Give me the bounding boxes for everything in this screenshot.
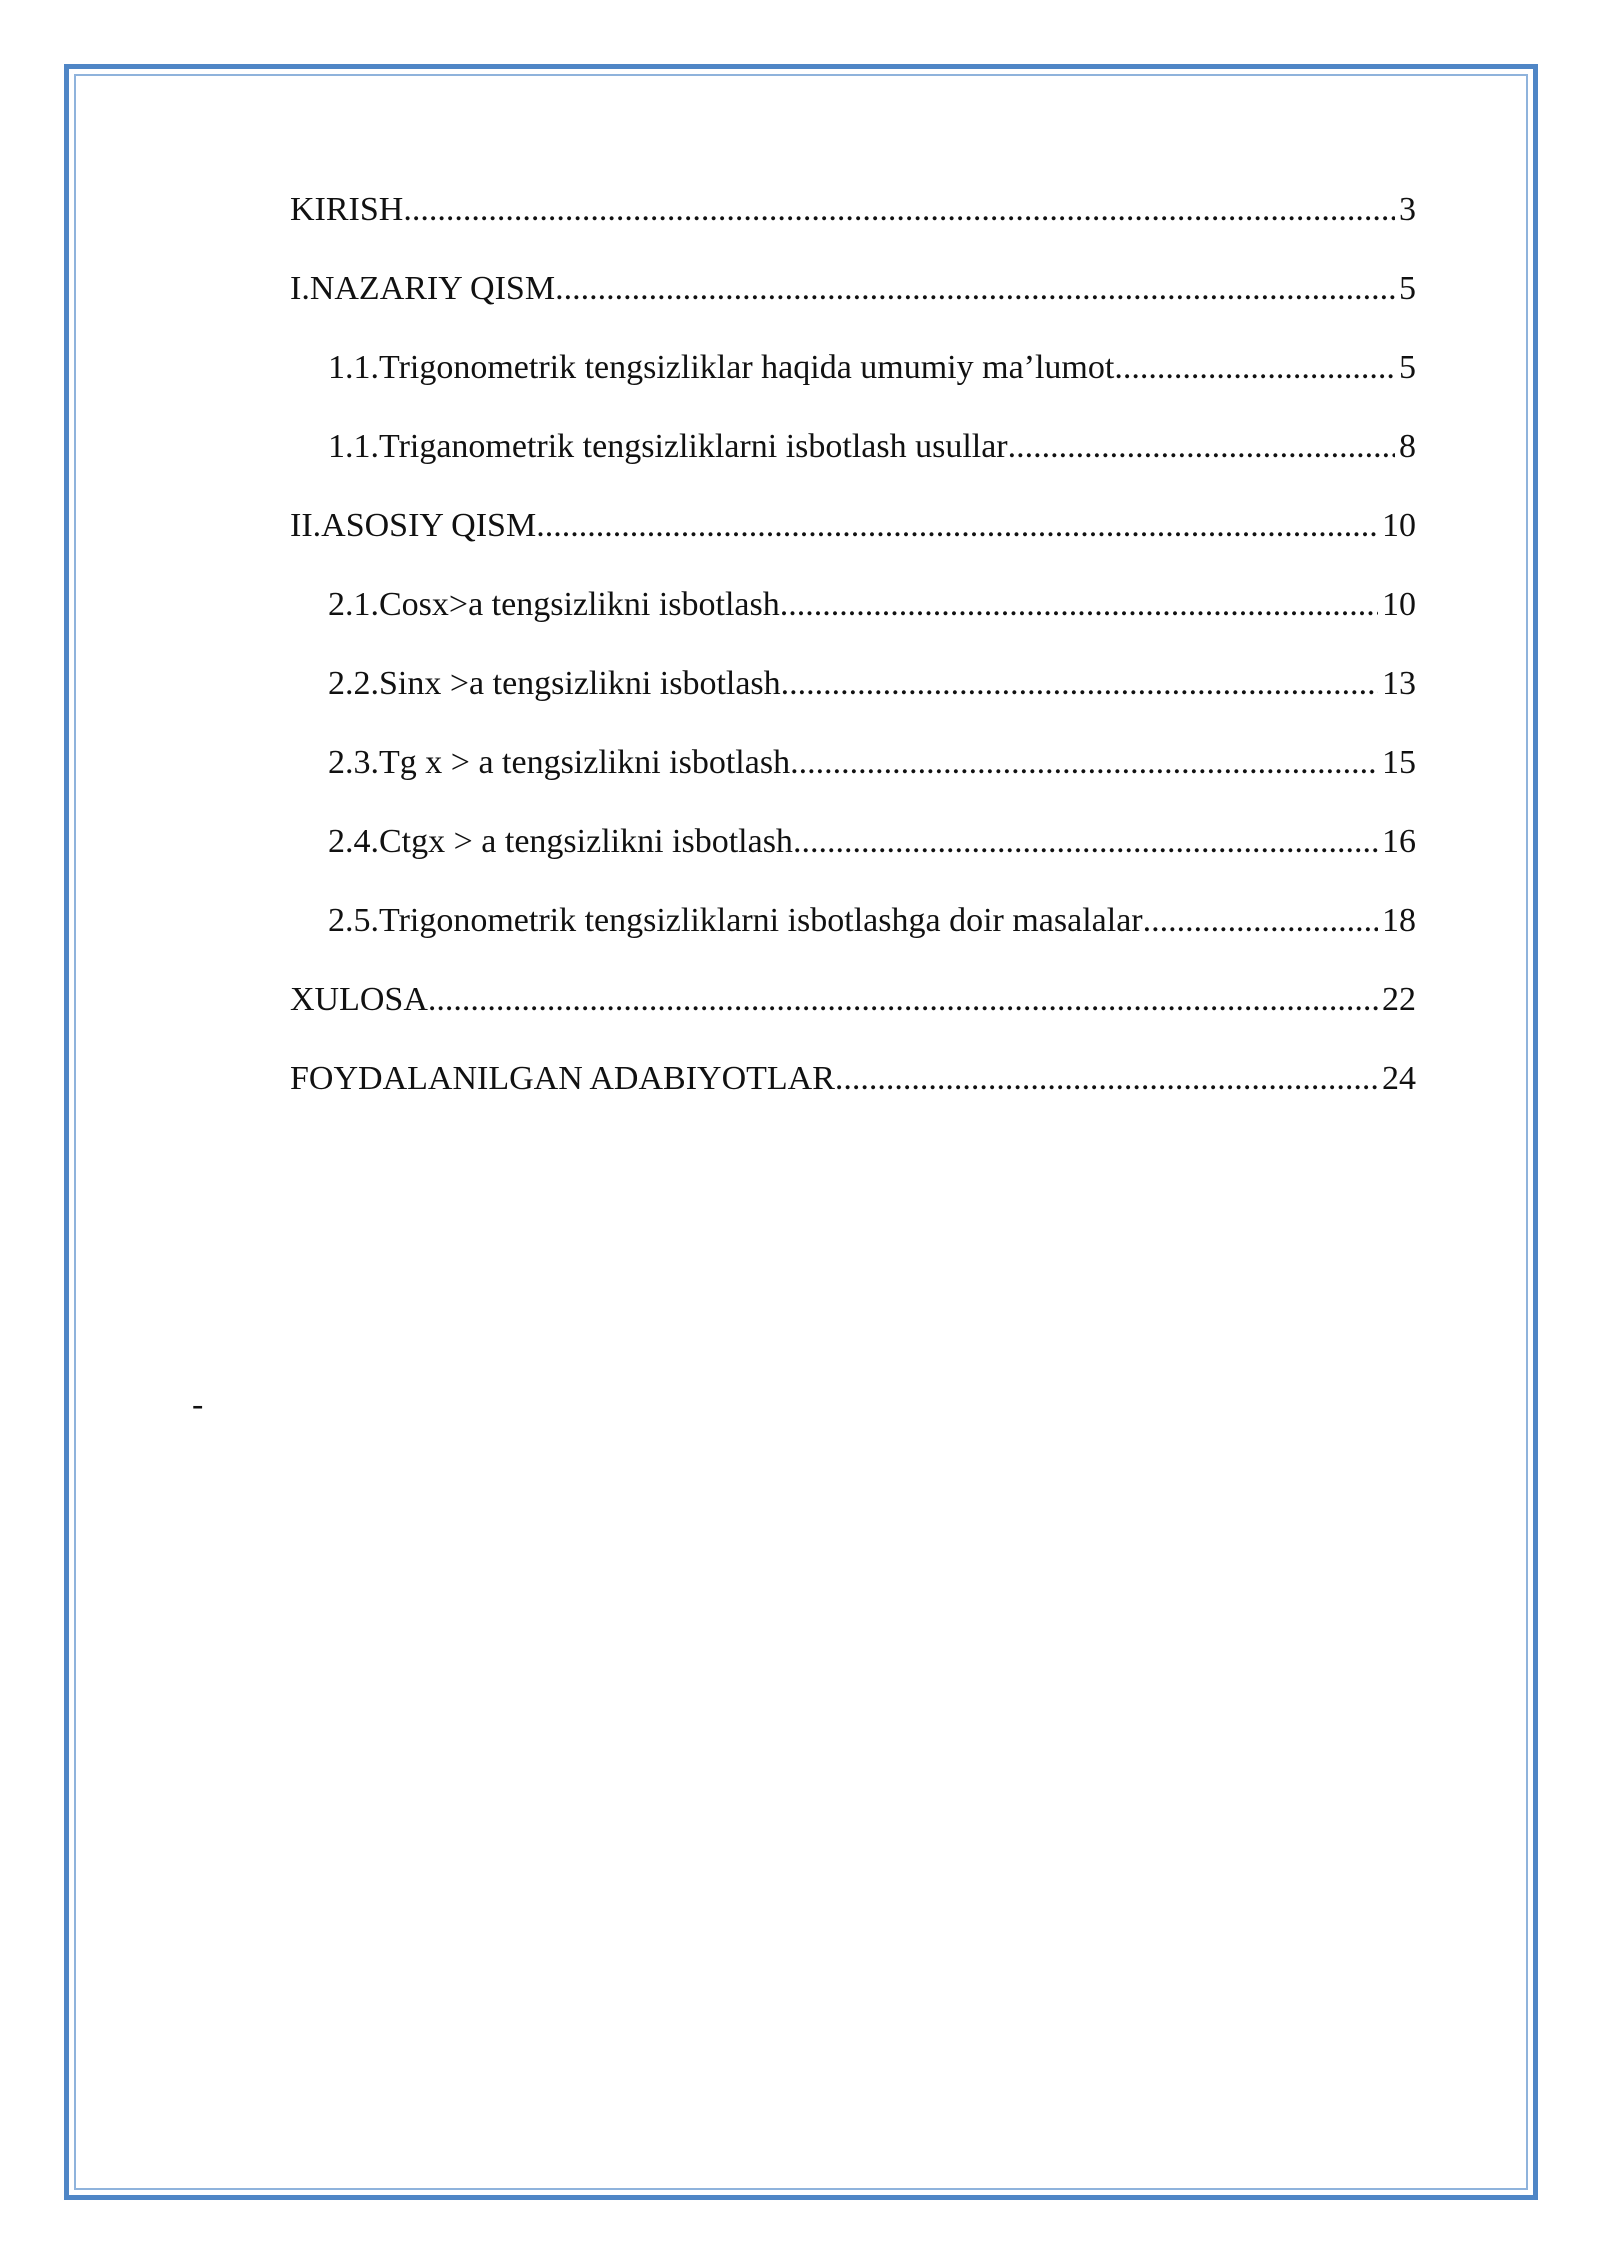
toc-entry-title: 2.2.Sinx >a tengsizlikni isbotlash <box>328 665 781 702</box>
toc-entry-title: II.ASOSIY QISM <box>290 507 537 544</box>
toc-page-number: 10 <box>1382 586 1416 623</box>
toc-dot-leader <box>555 269 1395 309</box>
toc-entry-title: XULOSA <box>290 981 428 1018</box>
toc-entry-2-4-ctgx[interactable] <box>290 822 1416 901</box>
toc-dot-leader <box>781 664 1378 704</box>
toc-entry-2-2-sinx[interactable] <box>290 664 1416 743</box>
table-of-contents <box>290 190 1416 1138</box>
toc-dot-leader <box>403 190 1395 230</box>
toc-page-number: 10 <box>1382 507 1416 544</box>
toc-entry-title: 1.1.Trigonometrik tengsizliklar haqida umumiy ma’lumot <box>328 349 1115 386</box>
toc-dot-leader <box>1008 427 1395 467</box>
toc-entry-1-1-isbotlash-usullar[interactable] <box>290 427 1416 506</box>
toc-dot-leader <box>835 1059 1378 1099</box>
toc-entry-foydalanilgan-adabiyotlar[interactable] <box>290 1059 1416 1138</box>
toc-dot-leader <box>780 585 1378 625</box>
toc-entry-title: KIRISH <box>290 191 404 228</box>
toc-dot-leader <box>790 743 1378 783</box>
toc-dot-leader <box>1143 901 1378 941</box>
toc-page-number: 22 <box>1382 981 1416 1018</box>
toc-page-number: 15 <box>1382 744 1416 781</box>
toc-entry-title: FOYDALANILGAN ADABIYOTLAR <box>290 1060 835 1097</box>
toc-entry-xulosa[interactable] <box>290 980 1416 1059</box>
toc-page-number: 5 <box>1399 349 1416 386</box>
toc-entry-2-5-masalalar[interactable] <box>290 901 1416 980</box>
toc-entry-kirish[interactable] <box>290 190 1416 269</box>
toc-entry-title: 2.5.Trigonometrik tengsizliklarni isbotlashga doir masalalar <box>328 902 1143 939</box>
toc-dot-leader <box>428 980 1378 1020</box>
toc-dot-leader <box>793 822 1378 862</box>
toc-entry-asosiy-qism[interactable] <box>290 506 1416 585</box>
toc-page-number: 3 <box>1399 191 1416 228</box>
toc-page-number: 5 <box>1399 270 1416 307</box>
toc-entry-title: I.NAZARIY QISM <box>290 270 556 307</box>
toc-dot-leader <box>1114 348 1395 388</box>
toc-entry-1-1-umumiy-malumot[interactable] <box>290 348 1416 427</box>
toc-entry-title: 2.4.Ctgx > a tengsizlikni isbotlash <box>328 823 793 860</box>
toc-page-number: 8 <box>1399 428 1416 465</box>
stray-dash-mark: - <box>192 1386 204 1423</box>
toc-entry-title: 2.3.Tg x > a tengsizlikni isbotlash <box>328 744 791 781</box>
toc-page-number: 13 <box>1382 665 1416 702</box>
toc-entry-title: 2.1.Cosx>a tengsizlikni isbotlash <box>328 586 780 623</box>
toc-entry-nazariy-qism[interactable] <box>290 269 1416 348</box>
toc-page-number: 18 <box>1382 902 1416 939</box>
toc-entry-2-1-cosx[interactable] <box>290 585 1416 664</box>
toc-page-number: 24 <box>1382 1060 1416 1097</box>
toc-entry-2-3-tgx[interactable] <box>290 743 1416 822</box>
toc-page-number: 16 <box>1382 823 1416 860</box>
toc-entry-title: 1.1.Triganometrik tengsizliklarni isbotlash usullar <box>328 428 1008 465</box>
toc-dot-leader <box>536 506 1378 546</box>
